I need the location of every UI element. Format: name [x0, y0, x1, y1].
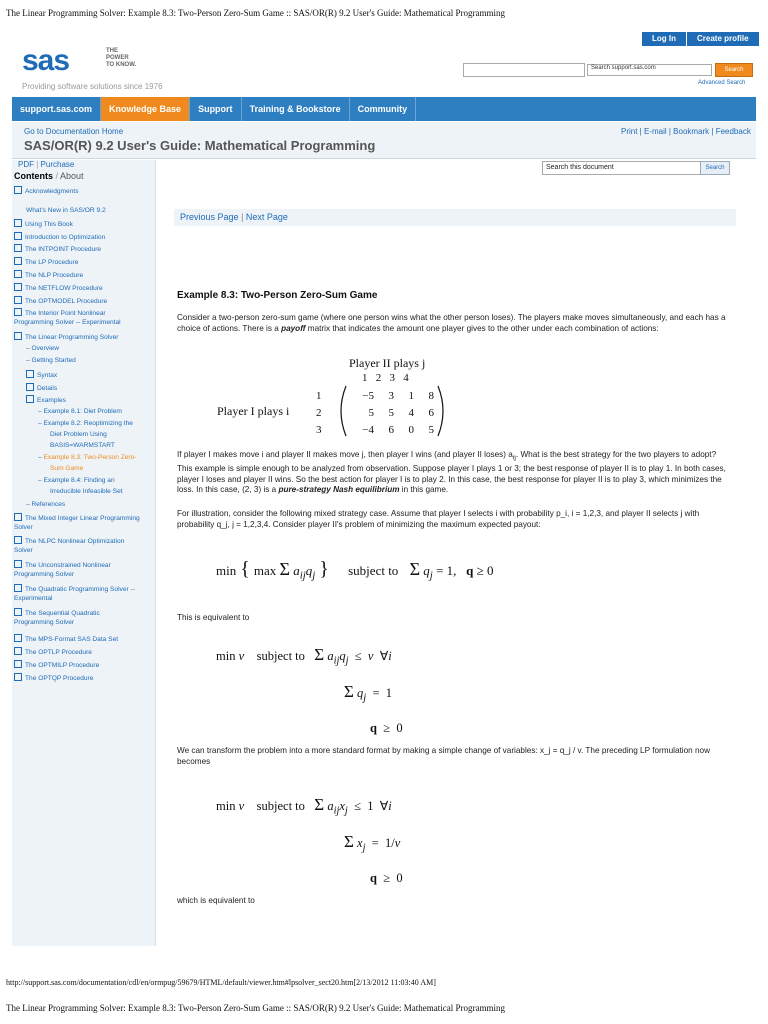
site-search-button[interactable]: Search	[715, 63, 753, 77]
logo-tagline: THE POWER TO KNOW.	[106, 48, 137, 68]
toc-item[interactable]: The NETFLOW Procedure	[14, 283, 103, 293]
site-search-input-blank[interactable]	[463, 63, 585, 77]
example-heading: Example 8.3: Two-Person Zero-Sum Game	[177, 290, 378, 301]
create-profile-link[interactable]: Create profile	[687, 32, 760, 46]
book-icon	[14, 232, 22, 240]
book-icon	[14, 296, 22, 304]
matrix-cell: 4	[408, 407, 414, 419]
book-icon	[14, 647, 22, 655]
toc-item[interactable]: Diet Problem Using	[50, 431, 107, 438]
toc-item[interactable]: The Interior Point Nonlinear	[14, 308, 106, 318]
matrix-cell: 3	[388, 390, 394, 402]
sas-logo[interactable]	[22, 44, 152, 80]
book-icon	[14, 270, 22, 278]
advanced-search-link[interactable]: Advanced Search	[698, 80, 746, 86]
toc-item[interactable]: The Linear Programming Solver	[14, 332, 118, 342]
toc-item[interactable]: – References	[26, 501, 66, 508]
toc-item[interactable]: – Example 8.4: Finding an	[38, 477, 115, 484]
account-links	[642, 32, 760, 46]
paragraph-equivalent: This is equivalent to	[177, 613, 250, 622]
nav-knowledge-base[interactable]: Knowledge Base	[101, 97, 190, 121]
book-icon	[14, 536, 22, 544]
matrix-cell: 5	[388, 407, 394, 419]
guide-title: SAS/OR(R) 9.2 User's Guide: Mathematical Programming	[24, 138, 376, 153]
matrix-col-indices: 1 2 3 4	[362, 372, 409, 384]
matrix-cell: 5	[428, 424, 434, 436]
toc-item[interactable]: Programming Solver -- Experimental	[14, 319, 121, 326]
doc-actions[interactable]: Print | E-mail | Bookmark | Feedback	[621, 127, 751, 136]
next-page-link[interactable]: Next Page	[245, 212, 288, 222]
toc-item[interactable]: Using This Book	[14, 219, 73, 229]
page-title: The Linear Programming Solver: Example 8.3: Two-Person Zero-Sum Game :: SAS/OR(R) 9.2 User's Guide: Mathematical Programming	[6, 8, 505, 18]
book-icon	[14, 186, 22, 194]
toc-item[interactable]: The OPTQP Procedure	[14, 673, 93, 683]
matrix-cell: −5	[362, 390, 374, 402]
toc-item[interactable]: Programming Solver	[14, 571, 75, 578]
paragraph-mixed-strategy: For illustration, consider the following mixed strategy case. Assume that player I selects i with probability p_i, i = 1,2,3, and player II selects j with probability q_j, j = 1,2,3,4. Consider player II's problem of minimizing the maximum expected payout:	[177, 509, 700, 529]
book-icon	[14, 513, 22, 521]
toc-item[interactable]: – Getting Started	[26, 357, 76, 364]
toc-item[interactable]: The Unconstrained Nonlinear	[14, 560, 111, 570]
paragraph-intro: Consider a two-person zero-sum game (where one person wins what the other person loses). The players make moves simultaneously, and each has a choice of actions. There is a payoff matrix that indicates the amount one player gives to the other under each combination of actions:	[177, 313, 726, 333]
matrix-cell: 6	[388, 424, 394, 436]
book-icon	[14, 584, 22, 592]
doc-search-input[interactable]: Search this document	[542, 161, 723, 175]
doc-search-button[interactable]: Search	[700, 161, 730, 175]
tab-about[interactable]: About	[60, 171, 84, 181]
nav-support-sas[interactable]: support.sas.com	[12, 97, 101, 121]
bullet-icon: –	[38, 477, 44, 484]
toc-item[interactable]: Solver	[14, 524, 33, 531]
bullet-icon: –	[26, 345, 32, 352]
book-icon	[14, 244, 22, 252]
sidebar-tabs: Contents / About	[14, 171, 84, 181]
footer-page-title: The Linear Programming Solver: Example 8.3: Two-Person Zero-Sum Game :: SAS/OR(R) 9.2 User's Guide: Mathematical Programming	[6, 1003, 505, 1013]
toc-item[interactable]: Introduction to Optimization	[14, 232, 105, 242]
toc-item[interactable]: Acknowledgments	[14, 186, 79, 196]
formula-lp2: min v subject to Σ $a_{ij}x_j \le 1$ ∀i Σ $x_j = 1/v$ q ≥ 0	[216, 795, 403, 885]
paragraph-equivalent-2: which is equivalent to	[177, 896, 255, 905]
bullet-icon: –	[26, 501, 32, 508]
toc-item[interactable]: The NLP Procedure	[14, 270, 83, 280]
formula-minmax: min { max Σ $a_{ij}q_j$ } subject to Σ $q_j = 1$, q ≥ 0	[216, 558, 494, 582]
bullet-icon: –	[38, 408, 44, 415]
matrix-row	[350, 405, 434, 422]
bullet-icon: –	[38, 454, 44, 461]
matrix-cell: −4	[362, 424, 374, 436]
main-nav	[12, 97, 756, 121]
nav-training[interactable]: Training & Bookstore	[242, 97, 350, 121]
matrix-col-label: Player II plays j	[349, 356, 426, 370]
book-icon	[14, 608, 22, 616]
sidebar-links: PDF | Purchase	[18, 160, 75, 169]
toc-item[interactable]: – Example 8.2: Reoptimizing the	[38, 420, 133, 427]
company-tagline: Providing software solutions since 1976	[22, 82, 163, 91]
toc-item[interactable]: The Sequential Quadratic	[14, 608, 100, 618]
toc-item[interactable]: The OPTLP Procedure	[14, 647, 92, 657]
book-icon	[14, 219, 22, 227]
toc-item[interactable]: The Quadratic Programming Solver --	[14, 584, 135, 594]
toc-item[interactable]: What's New in SAS/OR 9.2	[26, 207, 106, 214]
bullet-icon: –	[38, 420, 44, 427]
matrix-row	[350, 422, 434, 439]
toc-item[interactable]: – Overview	[26, 345, 59, 352]
login-link[interactable]: Log In	[642, 32, 687, 46]
toc-item[interactable]: Examples	[26, 395, 66, 405]
toc-item[interactable]: Programming Solver	[14, 619, 75, 626]
toc-item[interactable]: Experimental	[14, 595, 53, 602]
book-icon	[14, 283, 22, 291]
nav-community[interactable]: Community	[350, 97, 417, 121]
toc-item[interactable]: The MPS-Format SAS Data Set	[14, 634, 118, 644]
toc-item[interactable]: The NLPC Nonlinear Optimization	[14, 536, 124, 546]
book-icon	[26, 395, 34, 403]
site-search-input[interactable]: Search support.sas.com	[587, 64, 712, 76]
toc-item[interactable]: The Mixed Integer Linear Programming	[14, 513, 140, 523]
book-icon	[14, 673, 22, 681]
book-icon	[14, 634, 22, 642]
toc-item[interactable]: The OPTMODEL Procedure	[14, 296, 107, 306]
matrix-cell: 6	[428, 407, 434, 419]
logo-text: sas	[22, 44, 70, 77]
toc-item[interactable]: Solver	[14, 547, 33, 554]
matrix-cell: 5	[368, 407, 374, 419]
toc-item[interactable]: Sum Game	[50, 465, 84, 472]
pdf-link[interactable]: PDF	[18, 160, 34, 169]
matrix-values	[350, 388, 434, 439]
formula-lp1: min v subject to Σ $a_{ij}q_j \le v$ ∀i Σ $q_j = 1$ q ≥ 0	[216, 645, 403, 735]
book-icon	[14, 257, 22, 265]
purchase-link[interactable]: Purchase	[40, 160, 75, 169]
book-icon	[14, 308, 22, 316]
bullet-icon: –	[26, 357, 32, 364]
matrix-cell: 0	[408, 424, 414, 436]
matrix-cell: 1	[408, 390, 414, 402]
toc-item[interactable]: – Example 8.1: Diet Problem	[38, 408, 122, 415]
book-icon	[26, 383, 34, 391]
paragraph-strategy: If player I makes move i and player II makes move j, then player I wins (and player II loses) $a_{ij}$. What is the best strategy for the two players to adopt? This example is simple enough to be analyzed from observation. Suppose player I plays 1 or 3; the best response of player II is to play 1. In both cases, player I loses and player II wins. So the best action for player I is to play 2. In this case, the best response for player II is to play 3, which minimizes the loss. In this case, (2, 3) is a pure-strategy Nash equilibrium in this game.	[177, 450, 726, 495]
book-icon	[14, 560, 22, 568]
toc-item[interactable]: Details	[26, 383, 57, 393]
toc-item[interactable]: The INTPOINT Procedure	[14, 244, 101, 254]
book-icon	[14, 660, 22, 668]
page-navigation: Previous Page | Next Page	[174, 209, 736, 226]
matrix-row-indices: 1 2 3	[316, 390, 322, 436]
toc-item[interactable]: – Example 8.3: Two-Person Zero-	[38, 454, 137, 461]
toc-item[interactable]: The OPTMILP Procedure	[14, 660, 99, 670]
toc-item[interactable]: BASIS=WARMSTART	[50, 442, 115, 449]
paragraph-transform: We can transform the problem into a more standard format by making a simple change of variables: x_j = q_j / v. The preceding LP formulation now becomes	[177, 746, 710, 766]
matrix-row-label: Player I plays i	[217, 404, 290, 418]
toc-item[interactable]: The LP Procedure	[14, 257, 78, 267]
previous-page-link[interactable]: Previous Page	[180, 212, 239, 222]
toc-item[interactable]: Syntax	[26, 370, 57, 380]
toc-item[interactable]: Irreducible Infeasible Set	[50, 488, 123, 495]
footer-url: http://support.sas.com/documentation/cdl/en/ormpug/59679/HTML/default/viewer.htm#lpsolver_sect20.htm[2/13/2012 11:03:40 AM]	[6, 978, 436, 987]
matrix-cell: 8	[428, 390, 434, 402]
doc-home-link[interactable]: Go to Documentation Home	[24, 127, 124, 136]
book-icon	[26, 370, 34, 378]
nav-support[interactable]: Support	[190, 97, 242, 121]
matrix-row	[350, 388, 434, 405]
book-icon	[14, 332, 22, 340]
tab-contents[interactable]: Contents	[14, 171, 53, 181]
